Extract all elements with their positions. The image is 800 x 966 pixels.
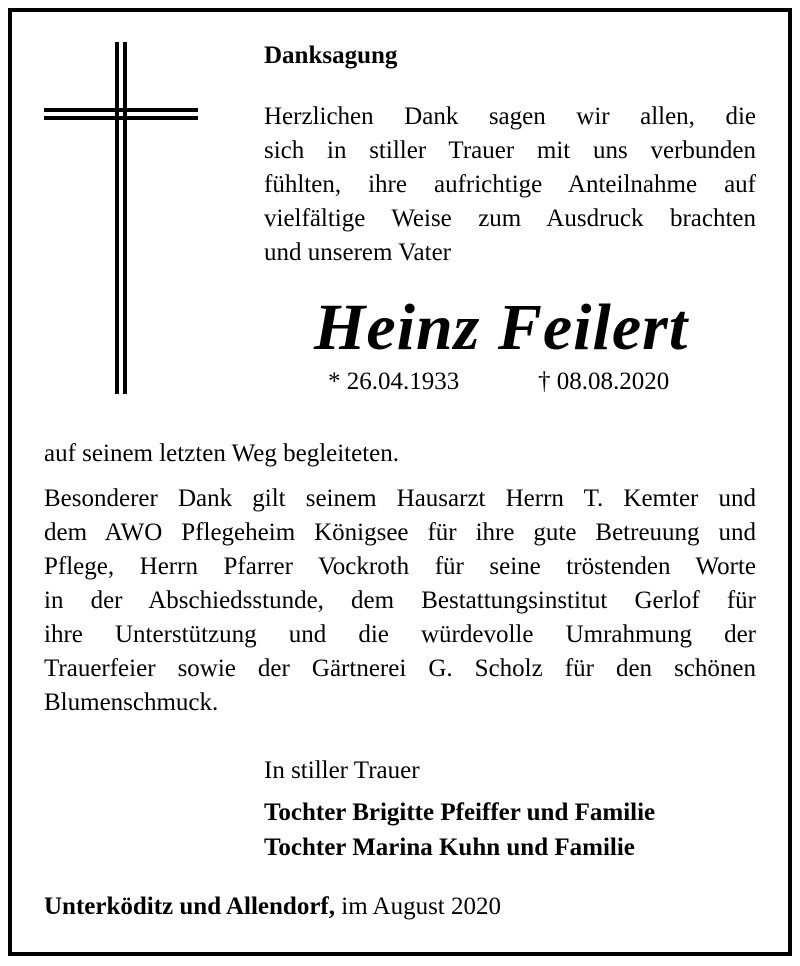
thanks-line: Trauerfeier sowie der Gärtnerei G. Scholz für den schönen (44, 655, 756, 682)
date: im August 2020 (341, 893, 502, 920)
heading: Danksagung (264, 42, 398, 69)
thanks-line: ihre Unterstützung und die würdevolle Umrahmung der (44, 621, 756, 648)
thanks-line: in der Abschiedsstunde, dem Bestattungsinstitut Gerlof für (44, 587, 756, 614)
mourning-text: In stiller Trauer (264, 757, 420, 784)
intro-line: und unserem Vater (264, 239, 451, 266)
intro-line: Herzlichen Dank sagen wir allen, die (264, 103, 756, 130)
cross-icon (40, 40, 200, 400)
place-date (44, 893, 501, 921)
continuation-text: auf seinem letzten Weg begleiteten. (44, 440, 400, 467)
thanks-line: Blumenschmuck. (44, 689, 219, 716)
thanks-line: Pflege, Herrn Pfarrer Vockroth für seine tröstenden Worte (44, 553, 756, 580)
death-date: † 08.08.2020 (538, 368, 670, 395)
intro-text (264, 100, 756, 270)
thanks-line: dem AWO Pflegeheim Königsee für ihre gute Betreuung und (44, 519, 756, 546)
thanks-paragraph (44, 482, 756, 720)
place: Unterköditz und Allendorf, (44, 893, 336, 920)
intro-line: fühlten, ihre aufrichtige Anteilnahme auf (264, 171, 756, 198)
family-line: Tochter Brigitte Pfeiffer und Familie (264, 799, 656, 826)
birth-date: * 26.04.1933 (328, 368, 460, 395)
intro-line: vielfältige Weise zum Ausdruck brachten (264, 205, 756, 232)
thanks-line: Besonderer Dank gilt seinem Hausarzt Herrn T. Kemter und (44, 485, 756, 512)
family-line: Tochter Marina Kuhn und Familie (264, 834, 635, 861)
deceased-name: Heinz Feilert (314, 291, 689, 364)
intro-line: sich in stiller Trauer mit uns verbunden (264, 137, 756, 164)
